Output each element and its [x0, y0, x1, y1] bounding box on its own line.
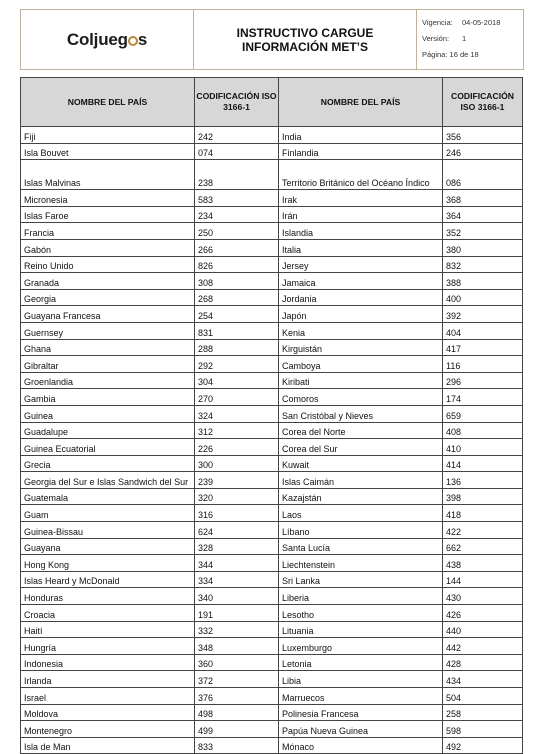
iso-code-left: 833 [195, 737, 279, 754]
country-name-left: Moldova [21, 704, 195, 721]
iso-code-right: 404 [443, 322, 523, 339]
country-name-right: Jordania [279, 289, 443, 306]
iso-code-left: 831 [195, 322, 279, 339]
table-row [21, 688, 523, 705]
iso-code-right: 442 [443, 638, 523, 655]
table-row [21, 538, 523, 555]
iso-code-right: 598 [443, 721, 523, 738]
country-name-left: Israel [21, 688, 195, 705]
iso-code-left: 372 [195, 671, 279, 688]
table-row [21, 654, 523, 671]
version-value: 1 [462, 33, 467, 43]
table-row [21, 422, 523, 439]
iso-code-right: 430 [443, 588, 523, 605]
table-row [21, 455, 523, 472]
country-name-left: Guinea-Bissau [21, 522, 195, 539]
country-name-left: Croacia [21, 605, 195, 622]
logo-coin-icon [128, 36, 138, 46]
vigencia-value: 04-05-2018 [462, 17, 501, 27]
iso-code-right: 504 [443, 688, 523, 705]
iso-code-right: 492 [443, 737, 523, 754]
country-name-left: Islas Faroe [21, 206, 195, 223]
table-row [21, 605, 523, 622]
country-name-right: Santa Lucía [279, 538, 443, 555]
iso-code-left: 348 [195, 638, 279, 655]
country-name-right: Camboya [279, 356, 443, 373]
country-name-left: Guayana Francesa [21, 306, 195, 323]
iso-code-right: 174 [443, 389, 523, 406]
table-row [21, 389, 523, 406]
country-name-right: Irán [279, 206, 443, 223]
iso-code-left: 266 [195, 239, 279, 256]
logo-text-end: s [137, 29, 148, 49]
iso-code-left: 340 [195, 588, 279, 605]
country-name-right: Jamaica [279, 273, 443, 290]
country-name-right: Kazajstán [279, 488, 443, 505]
country-name-left: Isla de Man [21, 737, 195, 754]
country-name-right: India [279, 127, 443, 144]
header-country-name-1: NOMBRE DEL PAÍS [21, 78, 195, 127]
country-name-right: Kuwait [279, 455, 443, 472]
country-name-right: San Cristóbal y Nieves [279, 405, 443, 422]
country-name-left: Hong Kong [21, 555, 195, 572]
iso-code-left: 334 [195, 571, 279, 588]
country-name-right: Corea del Sur [279, 439, 443, 456]
country-name-left: Guayana [21, 538, 195, 555]
iso-code-right: 368 [443, 190, 523, 207]
iso-code-left: 250 [195, 223, 279, 240]
country-name-left: Guinea [21, 405, 195, 422]
iso-code-left: 344 [195, 555, 279, 572]
iso-code-right: 116 [443, 356, 523, 373]
iso-code-left: 288 [195, 339, 279, 356]
table-row [21, 322, 523, 339]
country-name-right: Japón [279, 306, 443, 323]
country-name-right: Liberia [279, 588, 443, 605]
iso-code-right: 426 [443, 605, 523, 622]
iso-code-right: 136 [443, 472, 523, 489]
table-row [21, 555, 523, 572]
country-name-left: Georgia del Sur e Islas Sandwich del Sur [21, 472, 195, 489]
vigencia-label: Vigencia: [422, 17, 453, 27]
country-name-right: Corea del Norte [279, 422, 443, 439]
country-name-right: Papúa Nueva Guinea [279, 721, 443, 738]
country-name-right: Polinesia Francesa [279, 704, 443, 721]
country-name-left: Francia [21, 223, 195, 240]
country-name-left: Granada [21, 273, 195, 290]
iso-code-left: 074 [195, 143, 279, 160]
iso-code-left: 360 [195, 654, 279, 671]
header-country-name-2: NOMBRE DEL PAÍS [279, 78, 443, 127]
iso-code-left: 270 [195, 389, 279, 406]
country-name-left: Grecia [21, 455, 195, 472]
country-name-right: Italia [279, 239, 443, 256]
iso-code-left: 308 [195, 273, 279, 290]
country-name-right: Lituania [279, 621, 443, 638]
document-header [20, 9, 524, 70]
iso-code-right: 414 [443, 455, 523, 472]
table-row [21, 256, 523, 273]
iso-code-right: 364 [443, 206, 523, 223]
iso-code-left: 324 [195, 405, 279, 422]
table-row [21, 721, 523, 738]
country-name-left: Honduras [21, 588, 195, 605]
iso-code-right: 392 [443, 306, 523, 323]
table-row [21, 356, 523, 373]
iso-code-right: 418 [443, 505, 523, 522]
iso-code-left: 498 [195, 704, 279, 721]
country-name-left: Reino Unido [21, 256, 195, 273]
iso-code-right: 440 [443, 621, 523, 638]
iso-code-right: 428 [443, 654, 523, 671]
country-name-right: Líbano [279, 522, 443, 539]
country-name-right: Luxemburgo [279, 638, 443, 655]
country-name-left: Irlanda [21, 671, 195, 688]
country-name-left: Haití [21, 621, 195, 638]
table-row [21, 127, 523, 144]
table-row [21, 190, 523, 207]
table-row [21, 143, 523, 160]
iso-code-right: 398 [443, 488, 523, 505]
iso-code-right: 246 [443, 143, 523, 160]
country-name-left: Ghana [21, 339, 195, 356]
country-name-left: Gibraltar [21, 356, 195, 373]
country-name-left: Guinea Ecuatorial [21, 439, 195, 456]
iso-code-left: 239 [195, 472, 279, 489]
iso-code-left: 238 [195, 160, 279, 190]
iso-code-left: 826 [195, 256, 279, 273]
header-iso-code-1: CODIFICACIÓN ISO 3166-1 [195, 78, 279, 127]
iso-code-right: 400 [443, 289, 523, 306]
iso-code-left: 191 [195, 605, 279, 622]
table-row [21, 160, 523, 190]
country-name-right: Kenia [279, 322, 443, 339]
iso-code-left: 292 [195, 356, 279, 373]
iso-code-left: 499 [195, 721, 279, 738]
country-name-left: Guatemala [21, 488, 195, 505]
page-number: Página: 16 de 18 [422, 49, 479, 59]
country-name-left: Guam [21, 505, 195, 522]
country-name-right: Mónaco [279, 737, 443, 754]
iso-code-right: 086 [443, 160, 523, 190]
country-name-left: Islas Malvinas [21, 160, 195, 190]
table-row [21, 704, 523, 721]
version-row [422, 30, 523, 46]
country-name-right: Liechtenstein [279, 555, 443, 572]
table-row [21, 671, 523, 688]
country-name-left: Indonesia [21, 654, 195, 671]
country-name-right: Islandia [279, 223, 443, 240]
iso-code-right: 388 [443, 273, 523, 290]
country-name-left: Guernsey [21, 322, 195, 339]
table-row [21, 522, 523, 539]
iso-code-right: 408 [443, 422, 523, 439]
country-name-right: Territorio Británico del Océano Índico [279, 160, 443, 190]
table-row [21, 289, 523, 306]
country-name-right: Laos [279, 505, 443, 522]
page-number-row [422, 46, 523, 62]
iso-code-right: 352 [443, 223, 523, 240]
document-title [194, 10, 417, 69]
country-name-right: Sri Lanka [279, 571, 443, 588]
country-codes-table [20, 77, 523, 754]
iso-code-left: 316 [195, 505, 279, 522]
iso-code-right: 832 [443, 256, 523, 273]
table-row [21, 372, 523, 389]
country-name-left: Gambia [21, 389, 195, 406]
table-row [21, 472, 523, 489]
title-line-2: INFORMACIÓN MET’S [242, 39, 368, 54]
table-row [21, 621, 523, 638]
iso-code-left: 624 [195, 522, 279, 539]
table-row [21, 206, 523, 223]
country-name-left: Isla Bouvet [21, 143, 195, 160]
iso-code-left: 376 [195, 688, 279, 705]
iso-code-right: 296 [443, 372, 523, 389]
table-row [21, 239, 523, 256]
table-body [21, 127, 523, 754]
iso-code-left: 242 [195, 127, 279, 144]
country-name-right: Marruecos [279, 688, 443, 705]
table-header-row [21, 78, 523, 127]
iso-code-left: 254 [195, 306, 279, 323]
country-name-left: Guadalupe [21, 422, 195, 439]
iso-code-right: 422 [443, 522, 523, 539]
title-line-1: INSTRUCTIVO CARGUE [236, 25, 374, 40]
country-name-right: Irak [279, 190, 443, 207]
country-name-left: Montenegro [21, 721, 195, 738]
table-row [21, 439, 523, 456]
table-row [21, 273, 523, 290]
table-row [21, 339, 523, 356]
iso-code-left: 234 [195, 206, 279, 223]
iso-code-left: 328 [195, 538, 279, 555]
country-name-left: Georgia [21, 289, 195, 306]
iso-code-right: 659 [443, 405, 523, 422]
iso-code-left: 268 [195, 289, 279, 306]
table-row [21, 638, 523, 655]
country-name-left: Islas Heard y McDonald [21, 571, 195, 588]
country-name-left: Gabón [21, 239, 195, 256]
iso-code-right: 434 [443, 671, 523, 688]
country-name-right: Jersey [279, 256, 443, 273]
table-row [21, 571, 523, 588]
iso-code-right: 258 [443, 704, 523, 721]
iso-code-right: 662 [443, 538, 523, 555]
iso-code-left: 300 [195, 455, 279, 472]
table-row [21, 488, 523, 505]
logo-cell [21, 10, 194, 69]
coljuegos-logo [67, 30, 147, 50]
iso-code-right: 417 [443, 339, 523, 356]
country-name-right: Kirguistán [279, 339, 443, 356]
country-name-right: Comoros [279, 389, 443, 406]
country-name-left: Hungría [21, 638, 195, 655]
table-row [21, 306, 523, 323]
iso-code-left: 320 [195, 488, 279, 505]
country-name-right: Libia [279, 671, 443, 688]
table-row [21, 405, 523, 422]
country-name-left: Micronesia [21, 190, 195, 207]
country-name-right: Lesotho [279, 605, 443, 622]
iso-code-right: 356 [443, 127, 523, 144]
country-name-right: Letonia [279, 654, 443, 671]
table-row [21, 505, 523, 522]
iso-code-left: 304 [195, 372, 279, 389]
logo-text-start: Coljueg [66, 29, 128, 49]
country-name-right: Kiribati [279, 372, 443, 389]
country-name-right: Finlandia [279, 143, 443, 160]
iso-code-right: 410 [443, 439, 523, 456]
iso-code-right: 144 [443, 571, 523, 588]
header-iso-code-2: CODIFICACIÓN ISO 3166-1 [443, 78, 523, 127]
country-name-left: Fiji [21, 127, 195, 144]
iso-code-left: 332 [195, 621, 279, 638]
country-name-right: Islas Caimán [279, 472, 443, 489]
table-row [21, 223, 523, 240]
iso-code-left: 312 [195, 422, 279, 439]
iso-code-left: 226 [195, 439, 279, 456]
version-label: Versión: [422, 33, 450, 43]
iso-code-right: 380 [443, 239, 523, 256]
iso-code-right: 438 [443, 555, 523, 572]
country-name-left: Groenlandia [21, 372, 195, 389]
iso-code-left: 583 [195, 190, 279, 207]
table-row [21, 588, 523, 605]
table-row [21, 737, 523, 754]
document-meta [417, 10, 523, 69]
vigencia-row [422, 14, 523, 30]
